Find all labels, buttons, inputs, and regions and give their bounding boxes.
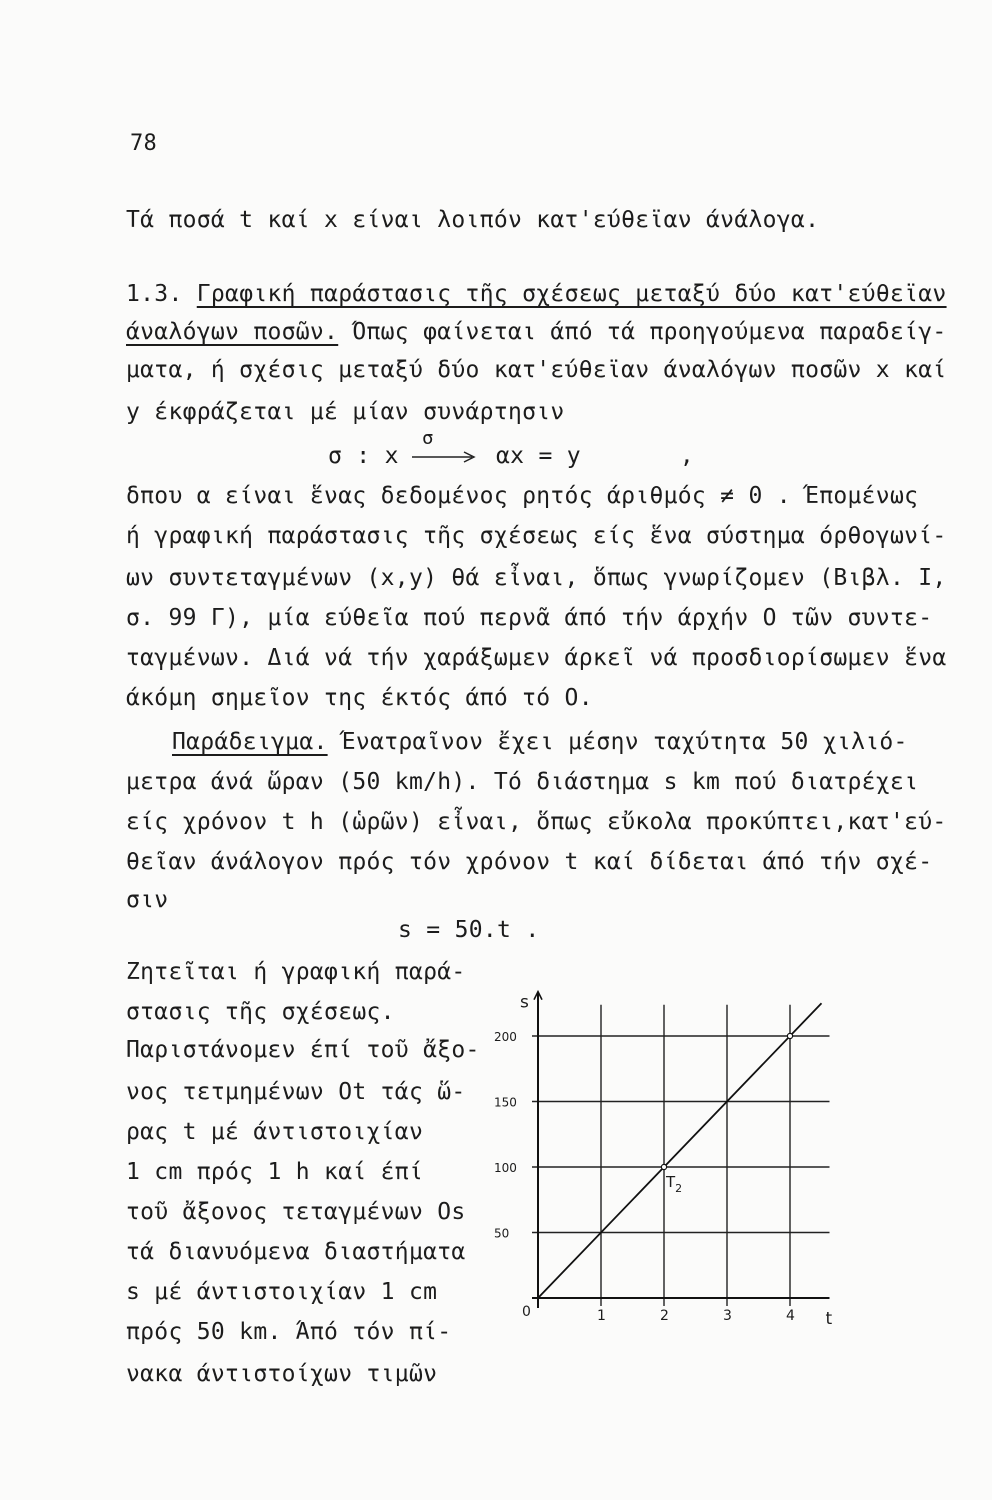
section-heading — [126, 280, 947, 308]
left-column-line: στασις τῆς σχέσεως. — [126, 999, 395, 1025]
example-line-1-text: Ένατραῖνον ἔχει μέσην ταχύτητα 50 χιλιό- — [327, 729, 908, 755]
x-tick-label: 3 — [723, 1308, 732, 1324]
data-point — [787, 1033, 792, 1038]
formula-sigma: σ — [422, 427, 434, 449]
left-column-line: ρας t μέ άντιστοιχίαν — [126, 1119, 424, 1145]
left-column-line: νος τετμημένων Οt τάς ὥ- — [126, 1079, 466, 1105]
section-line-8: ων συντεταγμένων (x,y) θά εἶναι, ὅπως γνωρίζομεν (Βιβλ. Ι, — [126, 565, 947, 591]
section-line-6: δπου α είναι ἕνας δεδομένος ρητός άριθμός ≠ 0 . Έπομένως — [126, 483, 919, 509]
left-column-line: s μέ άντιστοιχίαν 1 cm — [126, 1279, 438, 1305]
formula-right: αx = y , — [496, 443, 695, 469]
formula-left: σ : x — [328, 443, 399, 469]
x-tick-label: 2 — [660, 1308, 669, 1324]
left-column-line: τοῦ ἄξονος τεταγμένων Οs — [126, 1199, 466, 1225]
example-line-3: είς χρόνον t h (ὡρῶν) εἶναι, ὅπως εὔκολα προκύπτει,κατ'εύ- — [126, 809, 947, 835]
example-line-2: μετρα άνά ὥραν (50 km/h). Τό διάστημα s km πού διατρέχει — [126, 769, 919, 795]
left-column-line: τά διανυόμενα διαστήματα — [126, 1239, 466, 1265]
section-title-1: Γραφική παράστασις τῆς σχέσεως μεταξύ δύο κατ'εύθεϊαν — [196, 281, 947, 307]
section-line-2 — [126, 318, 947, 346]
example-equation: s = 50.t . — [398, 917, 540, 943]
point-label-t2: $T_2$ — [666, 1173, 683, 1195]
series-line — [538, 1003, 822, 1298]
example-line-4: θεῖαν άνάλογον πρός τόν χρόνον t καί δίδεται άπό τήν σχέ- — [126, 849, 933, 875]
section-number: 1.3. — [126, 281, 183, 307]
section-line-3: ματα, ή σχέσις μεταξύ δύο κατ'εύθεϊαν άναλόγων ποσῶν x καί — [126, 357, 947, 383]
section-line-7: ή γραφική παράστασις τῆς σχέσεως είς ἕνα σύστημα όρθογωνί- — [126, 523, 947, 549]
x-axis-label: t — [825, 1309, 833, 1329]
section-line-10: ταγμένων. Διά νά τήν χαράξωμεν άρκεῖ νά προσδιορίσωμεν ἕνα — [126, 645, 947, 671]
x-tick-label: 4 — [786, 1308, 795, 1324]
y-tick-label: 100 — [494, 1161, 517, 1175]
left-column-line: νακα άντιστοίχων τιμῶν — [126, 1361, 438, 1387]
y-axis-label: s — [520, 992, 529, 1013]
y-tick-label: 150 — [494, 1095, 517, 1110]
example-line-5: σιν — [126, 887, 169, 913]
left-column-line: Παριστάνομεν έπί τοῦ ἄξο- — [126, 1037, 480, 1063]
left-column-line: Ζητεῖται ή γραφική παρά- — [126, 959, 466, 985]
mapping-arrow-icon — [410, 449, 480, 465]
section-line-11: άκόμη σημεῖον της έκτός άπό τό Ο. — [126, 685, 593, 711]
intro-line: Τά ποσά t καί x είναι λοιπόν κατ'εύθεϊαν άνάλογα. — [126, 207, 820, 233]
y-tick-label: 50 — [494, 1226, 510, 1241]
line-chart — [470, 975, 850, 1329]
section-line-4: y έκφράζεται μέ μίαν συνάρτησιν — [126, 399, 565, 425]
left-column-line: 1 cm πρός 1 h καί έπί — [126, 1159, 424, 1185]
origin-label: 0 — [522, 1304, 531, 1320]
section-line-9: σ. 99 Γ), μία εύθεῖα πού περνᾶ άπό τήν άρχήν Ο τῶν συντε- — [126, 605, 933, 631]
section-title-2: άναλόγων ποσῶν. — [126, 319, 339, 345]
section-line-2-text: Όπως φαίνεται άπό τά προηγούμενα παραδείγ- — [338, 319, 947, 345]
x-tick-label: 1 — [597, 1308, 606, 1324]
left-column-line: πρός 50 km. Άπό τόν πί- — [126, 1319, 452, 1345]
page-number: 78 — [130, 131, 158, 156]
y-tick-label: 200 — [494, 1030, 517, 1044]
data-point — [661, 1164, 666, 1169]
example-line-1 — [172, 728, 908, 756]
example-label: Παράδειγμα. — [172, 729, 328, 755]
